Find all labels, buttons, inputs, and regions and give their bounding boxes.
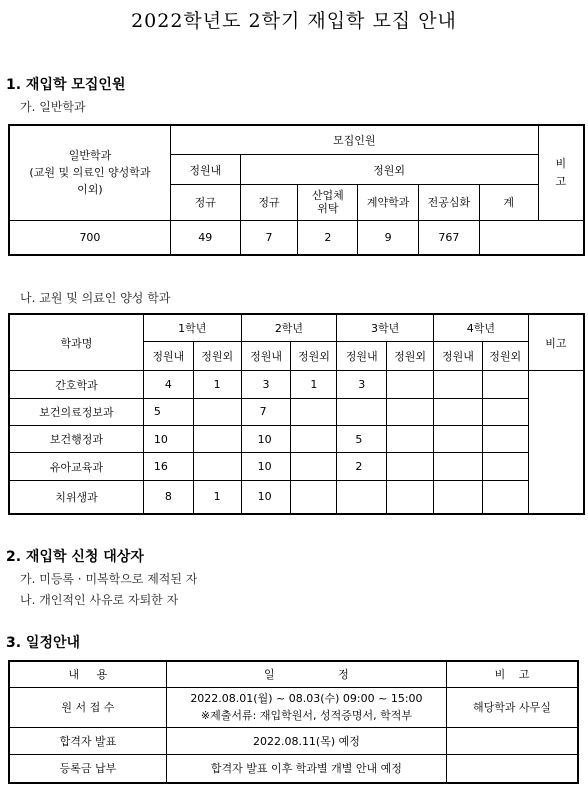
schedule-detail — [166, 687, 446, 727]
count-cell — [434, 398, 483, 425]
col-header: 전공심화 — [419, 184, 480, 220]
col-header: 계 — [479, 184, 538, 220]
col-header-industry — [298, 184, 358, 220]
schedule-label: 등록금 납부 — [9, 754, 166, 783]
dept-header: 학과명 — [9, 314, 143, 371]
count-cell — [434, 371, 483, 398]
table-row — [9, 480, 584, 514]
year-header: 4학년 — [434, 314, 529, 341]
section1-sub-b: 나. 교원 및 의료인 양성 학과 — [20, 291, 171, 305]
dept-name: 간호학과 — [9, 371, 143, 398]
row-header — [9, 125, 170, 220]
note-line2: 고 — [555, 174, 567, 188]
outside-header: 정원외 — [482, 341, 528, 370]
note-header — [538, 125, 584, 220]
count-cell — [337, 480, 387, 514]
count-cell: 1 — [291, 371, 337, 398]
page-title: 2022학년도 2학기 재입학 모집 안내 — [131, 10, 457, 32]
value-cell: 2 — [298, 220, 358, 255]
count-cell: 1 — [193, 371, 241, 398]
schedule-row — [9, 727, 578, 754]
general-dept-table — [8, 124, 585, 256]
dept-name: 유아교육과 — [9, 453, 143, 480]
count-cell: 10 — [241, 426, 291, 453]
note-line1: 비 — [555, 156, 567, 170]
count-cell: 5 — [143, 398, 193, 425]
count-cell — [291, 480, 337, 514]
count-cell — [434, 480, 483, 514]
schedule-note: 해당학과 사무실 — [447, 687, 579, 727]
count-cell: 3 — [241, 371, 291, 398]
teacher-medical-table — [8, 313, 585, 515]
schedule-label: 원 서 접 수 — [9, 687, 166, 727]
section2-item-a: 가. 미등록 · 미복학으로 제적된 자 — [20, 572, 198, 586]
note-cell — [528, 371, 584, 514]
count-cell: 1 — [193, 480, 241, 514]
table-row — [9, 398, 584, 425]
count-cell — [387, 371, 434, 398]
value-cell: 9 — [358, 220, 419, 255]
within-header: 정원내 — [434, 341, 483, 370]
within-header: 정원내 — [337, 341, 387, 370]
count-cell: 10 — [241, 480, 291, 514]
count-cell — [387, 426, 434, 453]
count-cell: 16 — [143, 453, 193, 480]
dept-name: 보건의료정보과 — [9, 398, 143, 425]
count-cell — [482, 398, 528, 425]
industry-line1: 산업체 — [311, 189, 344, 203]
within-header: 정원내 — [143, 341, 193, 370]
col-header: 정규 — [240, 184, 298, 220]
count-cell: 4 — [143, 371, 193, 398]
outside-header: 정원외 — [240, 155, 538, 185]
count-cell — [482, 453, 528, 480]
count-cell: 8 — [143, 480, 193, 514]
count-cell — [291, 426, 337, 453]
section1-sub-a: 가. 일반학과 — [20, 100, 86, 114]
section2-heading: 2. 재입학 신청 대상자 — [6, 549, 144, 565]
count-cell — [193, 398, 241, 425]
within-header: 정원내 — [241, 341, 291, 370]
schedule-detail: 2022.08.11(목) 예정 — [166, 727, 446, 754]
table-row — [9, 426, 584, 453]
schedule-header: 일 정 — [166, 661, 446, 687]
schedule-docs-line: ※제출서류: 재입학원서, 성적증명서, 학적부 — [200, 709, 412, 722]
value-cell: 700 — [9, 220, 170, 255]
count-cell — [193, 453, 241, 480]
count-cell — [291, 453, 337, 480]
within-header: 정원내 — [170, 155, 240, 185]
outside-header: 정원외 — [193, 341, 241, 370]
table-row — [9, 453, 584, 480]
count-cell — [291, 398, 337, 425]
value-cell: 49 — [170, 220, 240, 255]
count-cell: 2 — [337, 453, 387, 480]
industry-line2: 위탁 — [317, 202, 339, 216]
year-header: 3학년 — [337, 314, 434, 341]
outside-header: 정원외 — [291, 341, 337, 370]
year-header: 1학년 — [143, 314, 241, 341]
dept-name: 치위생과 — [9, 480, 143, 514]
count-cell — [387, 398, 434, 425]
count-cell: 7 — [241, 398, 291, 425]
section1-heading: 1. 재입학 모집인원 — [6, 77, 126, 93]
table-row — [9, 371, 584, 398]
row-header-line1: 일반학과 — [68, 149, 112, 163]
count-cell: 10 — [241, 453, 291, 480]
count-cell — [434, 426, 483, 453]
count-cell: 5 — [337, 426, 387, 453]
count-cell — [482, 371, 528, 398]
schedule-detail: 합격자 발표 이후 학과별 개별 안내 예정 — [166, 754, 446, 783]
value-cell: 7 — [240, 220, 298, 255]
schedule-date-line: 2022.08.01(월) ~ 08.03(수) 09:00 ~ 15:00 — [190, 692, 423, 705]
schedule-row — [9, 687, 578, 727]
note-header: 비고 — [528, 314, 584, 371]
count-cell — [434, 453, 483, 480]
col-header: 정규 — [170, 184, 240, 220]
schedule-note — [447, 754, 579, 783]
count-cell — [387, 480, 434, 514]
count-cell: 3 — [337, 371, 387, 398]
count-cell — [482, 426, 528, 453]
schedule-header: 비 고 — [447, 661, 579, 687]
value-cell: 767 — [419, 220, 480, 255]
row-header-line3: 이외) — [77, 183, 103, 197]
section2-item-b: 나. 개인적인 사유로 자퇴한 자 — [20, 593, 179, 607]
count-cell: 10 — [143, 426, 193, 453]
schedule-note — [447, 727, 579, 754]
col-header: 계약학과 — [358, 184, 419, 220]
count-cell — [482, 480, 528, 514]
schedule-label: 합격자 발표 — [9, 727, 166, 754]
recruit-header: 모집인원 — [170, 125, 538, 155]
row-header-line2: (교원 및 의료인 양성학과 — [29, 166, 151, 180]
year-header: 2학년 — [241, 314, 337, 341]
count-cell — [387, 453, 434, 480]
count-cell — [193, 426, 241, 453]
schedule-table — [8, 660, 579, 784]
count-cell — [337, 398, 387, 425]
dept-name: 보건행정과 — [9, 426, 143, 453]
outside-header: 정원외 — [387, 341, 434, 370]
section3-heading: 3. 일정안내 — [6, 635, 81, 651]
schedule-row — [9, 754, 578, 783]
schedule-header: 내 용 — [9, 661, 166, 687]
